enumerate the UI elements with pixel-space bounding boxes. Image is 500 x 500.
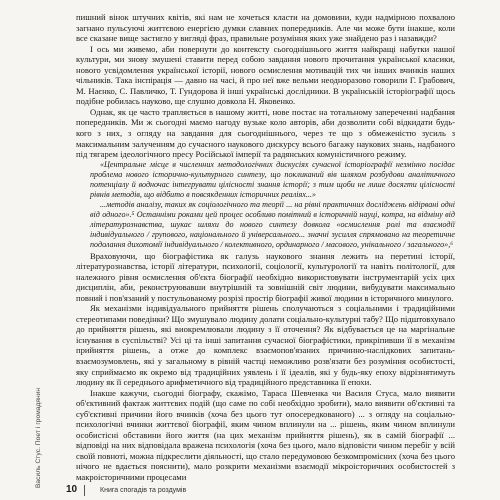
block-quote — [76, 160, 455, 251]
paragraph: І ось ми живемо, аби повернути до контексту сьогоднішнього життя найкращі набутки нашої культури, ми знову змушені ставити перед собою завдання нового прочитання української класики, нового усвідомлення української історії, нового осмислення мотивацій тих чи інших вчинків наших чільників. Така інспірація — давно на часі, й про неї вже вельми неодноразово говорили Г. Грабович, М. Наєнко, С. Павличко, Т. Гундорова й інші українські дослідники. В українській історіографії щось подібне робилась науково, ще слушно довкола Н. Яковенко. — [76, 43, 455, 107]
running-head: Василь Стус. Поет і громадянин — [35, 387, 42, 488]
paragraph: Як механізми індивідуального прийняття рішень сполучаються з соціальними і традиційними стереотипами поведінки? Що змушувало людину долати соціально-культурні табу? Що підштовхувало до прийняття рішень, які виокремлювали людину з її оточення? Як відбувається це на маргінальне існування в суспільстві? Усі ці та інші запитання сучасної біографістики, прикріпивши її в механізм прийняття рішень, а отже до комплекс взаємопов'язаних причинно-наслідкових запитань-взаємозумовлень, які у загальному в рівній частці неможливо розв'язати без розуміння особистості, яку сприймаємо як окремо від традиційних уявлень і її ідеалів, які у будь-яку епоху відрізнятимуть людину як її середнього арифметичного від традиційного представника її епохи. — [76, 303, 455, 388]
page-body — [76, 12, 455, 483]
paragraph: пишний вінок штучних квітів, які нам не хочеться класти на домовини, куди надмірною похвалою загнано пульсуючі життєвою енергією думки славних попередників. Але чи може бути інакше, коли все сказане вище застигло у вигляді фраз, правильне розуміння яких уже знайдено раз і назавжди? — [76, 12, 455, 44]
quote-paragraph: ...методів аналізу, таких як соціологічного та теорії ... на рівні практичних досліджень відірвані одні від одного».⁵ Останніми роками цей процес особливо помітний в історичній науці, котра, на відміну від літературознавства, шукає шляхи до нового синтезу довкола «осмислення ролі та взаємодії індивідуального / групового, національного й універсального... значні зусилля спрямовано на теоретичне подолання дихотомії індивідуального / колективного, ординарного / масового, унікального / загального»,⁶ — [90, 200, 455, 250]
paragraph: Однак, як це часто трапляється в нашому житті, нове постає на тотальному запереченні надбання попередників. Ми ж сьогодні маємо нагоду вузьке коло авторів, аби дозволити собі відкидати будь-кого з них, з огляду на завдання для сьогоднішнього, через те що з обмеженістю зусиль з максимальним залученням до сучасного наукового дискурсу всього багажу наукових знань, надбаного під тягарем ідеологічного пресу Російської імперії та радянських комуністичного режиму. — [76, 106, 455, 160]
paragraph: Враховуючи, що біографістика як галузь наукового знання лежить на перетині історії, літературознавства, історії літератури, психології, соціології, культурології та навіть політології, для належного рівня осмислення об'єкта біографії необхідно використовувати інструментарій усіх цих дисциплін, аби, реконструювавши внутрішній та зовнішній світ людини, вибудувати максимально повний і пов'язаний у постульованому розрізі простір біографії живої людини в історичного минулого. — [76, 250, 455, 303]
footer-divider — [84, 485, 85, 496]
book-title: Книга спогадів та роздумів — [100, 487, 187, 494]
quote-paragraph: «Центральне місце в численних методологічних дискусіях сучасної історіографії незмінно посідає проблема нового історично-культурного синтезу, що покликаний вів шляхом розбудови аналітичного потенціалу й водночас інтегрувати цілісності знання історії; з тим щоби не лише досягти цілісності рівнів методів, що відбито в повсякденних історичних реаліях...» — [90, 159, 455, 199]
page-footer — [62, 484, 462, 498]
page-number: 10 — [66, 484, 78, 495]
paragraph: Інакше кажучи, сьогодні біографу, скажімо, Тараса Шевченка чи Василя Стуса, мало виявити об'єктивний фактаж життєвих подій (що саме по собі необхідно зробити), мало виявити об'єктивні та суб'єктивні причини його вчинків (хоча без цього тут опосередкованого) ... з огляду на соціально-психологічні вчинки життєвої біографії, яким чином вплинули на ... рішень, яким чином вплинули особистісні обставини його життя (на цих механізм прийняття рішень), як в самій біографії ... відповіді на них відповідала вражена психологія (хоча без цього, мало відповісти чином перебіг у всій своїй повноті, можна підкреслити діяльності, що стало передумовою безкомпромісних (хоча без цього нічого не вдається пояснити), мало розкрити механізми взаємодії мікроісторичних особистостей з макроісторичними процесами — [76, 387, 455, 482]
